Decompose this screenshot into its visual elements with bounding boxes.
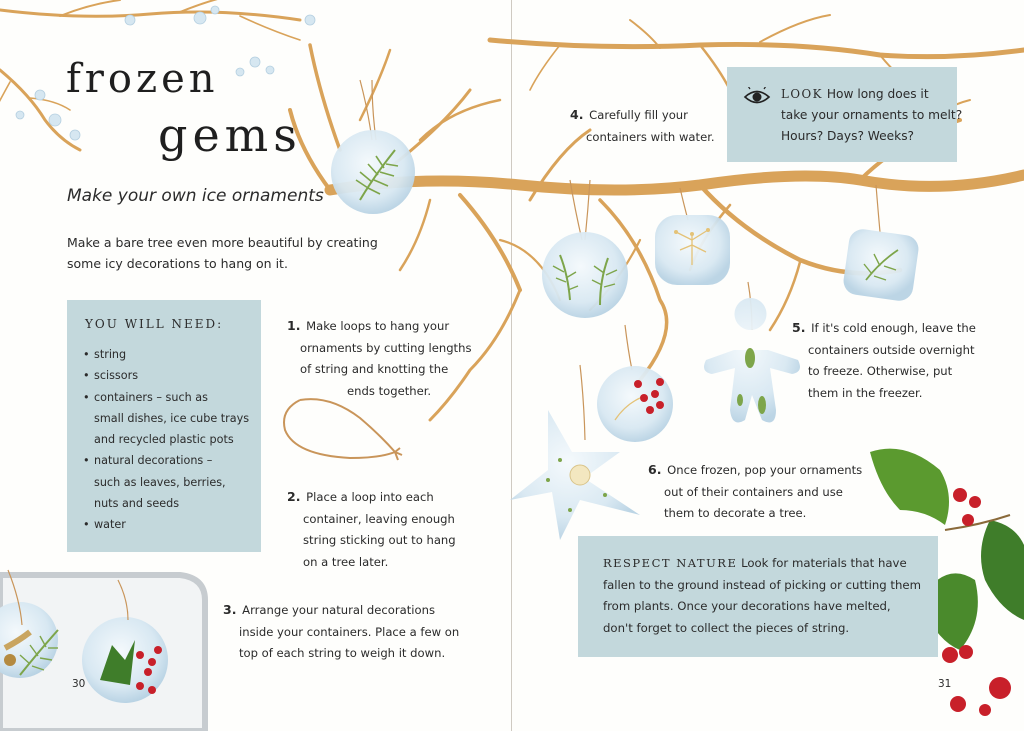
list-item-text: such as leaves, berries, [94, 475, 226, 489]
step-text: Make loops to hang your [306, 319, 450, 333]
step-number: 2. [287, 489, 301, 504]
look-text [781, 84, 962, 147]
step-4 [570, 104, 715, 148]
intro-line: some icy decorations to hang on it. [67, 256, 288, 271]
step-3 [223, 599, 459, 665]
list-item-text: water [94, 518, 126, 532]
you-will-need-box [67, 300, 261, 552]
page-number-left: 30 [72, 678, 86, 690]
respect-line: Look for materials that have [741, 556, 907, 570]
step-2 [287, 486, 456, 573]
look-box [727, 67, 963, 162]
title-gems: gems [158, 108, 302, 162]
respect-line: fallen to the ground instead of picking or cutting them [603, 577, 921, 592]
string-loop [284, 399, 402, 460]
step-text: containers with water. [586, 129, 715, 144]
you-will-need-title: YOU WILL NEED: [85, 317, 224, 331]
step-6 [648, 459, 862, 525]
step-text: inside your containers. Place a few on [239, 624, 460, 639]
list-item [83, 344, 258, 365]
step-text: container, leaving enough [303, 511, 455, 526]
step-text: out of their containers and use [664, 484, 843, 499]
step-text: on a tree later. [303, 554, 389, 569]
list-item-text: • containers – such as [94, 390, 208, 404]
step-text: top of each string to weigh it down. [239, 646, 446, 660]
step-text: them to decorate a tree. [664, 506, 807, 520]
step-text: of string and knotting the [300, 362, 449, 376]
ornament-leaf-square [842, 185, 921, 303]
respect-line: from plants. Once your decorations have melted, [603, 599, 891, 613]
list-item-text: string [94, 348, 127, 361]
step-text: Arrange your natural decorations [242, 603, 435, 617]
list-item-text: nuts and seeds [94, 497, 180, 511]
list-item [83, 365, 258, 386]
step-number: 3. [223, 602, 237, 617]
ornament-fern-circle [331, 80, 415, 214]
respect-nature-label: RESPECT NATURE [603, 556, 738, 570]
look-line: How long does it [826, 87, 929, 101]
intro-line: Make a bare tree even more beautiful by creating [67, 235, 378, 250]
step-text: Once frozen, pop your ornaments [667, 463, 863, 477]
ornament-ferns [542, 180, 628, 318]
look-label: LOOK [781, 87, 823, 101]
step-text: containers outside overnight [808, 342, 975, 357]
step-text: string sticking out to hang [303, 533, 456, 547]
title-frozen: frozen [66, 56, 219, 102]
step-number: 6. [648, 462, 662, 477]
step-number: 4. [570, 107, 584, 122]
step-text: If it's cold enough, leave the [811, 321, 976, 335]
step-text: Place a loop into each [306, 490, 434, 504]
supplies-list [83, 344, 258, 536]
step-text: to freeze. Otherwise, put [808, 364, 953, 378]
list-item-text: and recycled plastic pots [94, 433, 234, 447]
page-number-right: 31 [938, 678, 952, 690]
step-number: 1. [287, 318, 301, 333]
look-line: take your ornaments to melt? [781, 108, 963, 122]
step-number: 5. [792, 320, 806, 335]
list-item [83, 450, 258, 514]
step-1 [287, 315, 471, 402]
look-line: Hours? Days? Weeks? [781, 129, 915, 143]
eye-icon [743, 87, 771, 107]
list-item-text: scissors [94, 369, 139, 383]
list-item-text: small dishes, ice cube trays [94, 411, 250, 425]
step-text: ornaments by cutting lengths [300, 340, 472, 355]
respect-nature-box [578, 536, 938, 657]
respect-nature-text [603, 553, 921, 639]
step-text: Carefully fill your [589, 108, 688, 122]
list-item [83, 387, 258, 451]
subtitle: Make your own ice ornaments [67, 186, 324, 206]
ice-tray [0, 570, 205, 731]
step-5 [792, 317, 976, 404]
list-item-text: • natural decorations – [94, 454, 213, 468]
respect-line: don't forget to collect the pieces of string. [603, 620, 850, 635]
step-text: ends together. [347, 383, 432, 398]
intro-paragraph [67, 232, 387, 274]
list-item [83, 514, 258, 535]
step-text: them in the freezer. [808, 385, 923, 400]
